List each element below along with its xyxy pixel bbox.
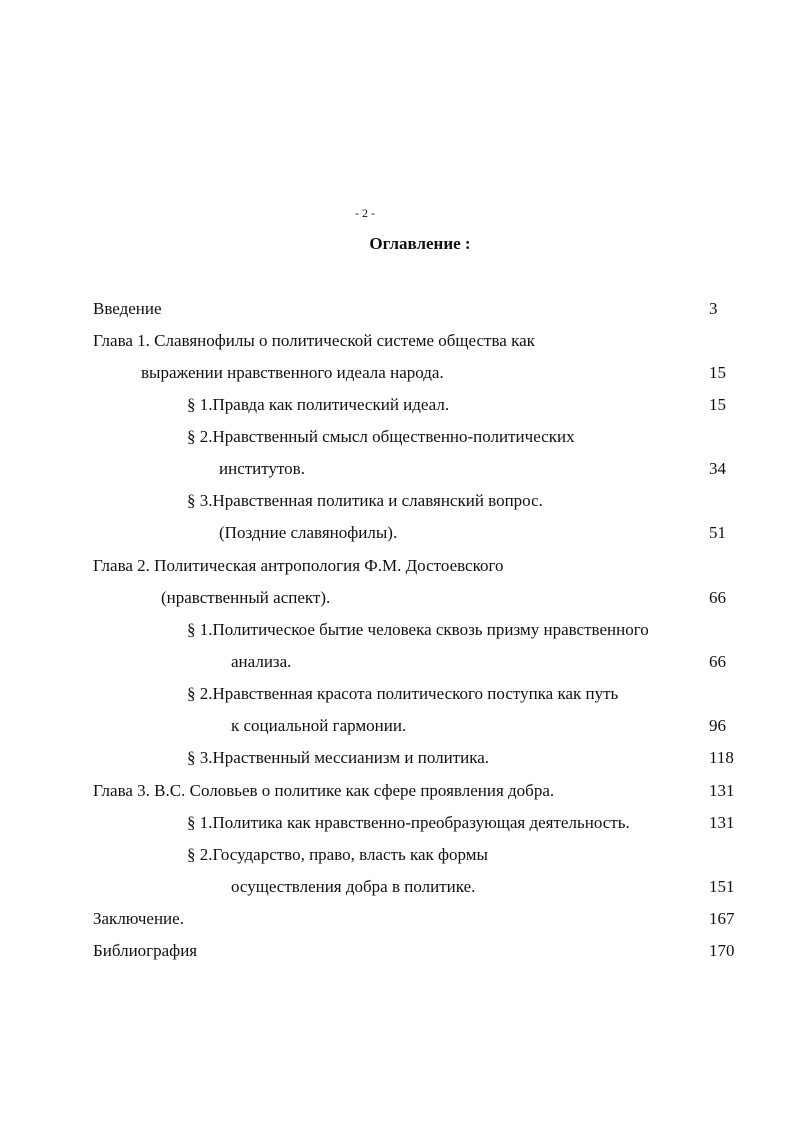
toc-page-ch2-sec1: 66 (709, 652, 726, 671)
toc-page-ch1-sec2: 34 (709, 459, 726, 478)
toc-page-conclusion: 167 (709, 909, 735, 928)
toc-entry-ch2-sec1: § 1.Политическое бытие человека сквозь призму нравственного (187, 620, 649, 639)
toc-entry-conclusion: Заключение. (93, 909, 184, 928)
toc-page-ch2-sec2: 96 (709, 716, 726, 735)
toc-page-chapter-3: 131 (709, 781, 735, 800)
toc-entry-bibliography: Библиография (93, 941, 198, 960)
toc-entry-chapter-1: Глава 1. Славянофилы о политической системе общества как (93, 331, 535, 350)
toc-page-chapter-1: 15 (709, 363, 726, 382)
toc-entry-ch1-sec2-cont: институтов. (219, 459, 305, 478)
toc-page-ch2-sec3: 118 (709, 748, 734, 767)
toc-entry-chapter-3: Глава 3. В.С. Соловьев о политике как сфере проявления добра. (93, 781, 555, 800)
toc-entry-ch2-sec1-cont: анализа. (231, 652, 292, 671)
toc-entry-ch1-sec3-cont: (Поздние славянофилы). (219, 523, 398, 542)
toc-page-intro: 3 (709, 299, 718, 318)
toc-entry-ch2-sec3: § 3.Нраственный мессианизм и политика. (187, 748, 489, 767)
toc-entry-ch3-sec1: § 1.Политика как нравственно-преобразующая деятельность. (187, 813, 630, 832)
toc-entry-ch2-sec2: § 2.Нравственная красота политического поступка как путь (187, 684, 619, 703)
toc-page-ch1-sec3: 51 (709, 523, 726, 542)
toc-entry-ch1-sec3: § 3.Нравственная политика и славянский вопрос. (187, 491, 543, 510)
toc-page-ch3-sec1: 131 (709, 813, 735, 832)
toc-entry-ch2-sec2-cont: к социальной гармонии. (231, 716, 407, 735)
toc-page-ch1-sec1: 15 (709, 395, 726, 414)
toc-entry-ch1-sec2: § 2.Нравственный смысл общественно-политических (187, 427, 575, 446)
toc-entry-chapter-2: Глава 2. Политическая антропология Ф.М. Достоевского (93, 556, 504, 575)
toc-entry-chapter-1-cont: выражении нравственного идеала народа. (141, 363, 444, 382)
toc-page-bibliography: 170 (709, 941, 735, 960)
toc-entry-ch1-sec1: § 1.Правда как политический идеал. (187, 395, 450, 414)
page-number: - 2 - (355, 206, 375, 220)
toc-entry-chapter-2-cont: (нравственный аспект). (161, 588, 331, 607)
toc-page-ch3-sec2: 151 (709, 877, 735, 896)
toc-entry-intro: Введение (93, 299, 162, 318)
page-title: Оглавление : (369, 234, 471, 253)
toc-page-chapter-2: 66 (709, 588, 726, 607)
toc-entry-ch3-sec2-cont: осуществления добра в политике. (231, 877, 476, 896)
toc-entry-ch3-sec2: § 2.Государство, право, власть как формы (187, 845, 488, 864)
